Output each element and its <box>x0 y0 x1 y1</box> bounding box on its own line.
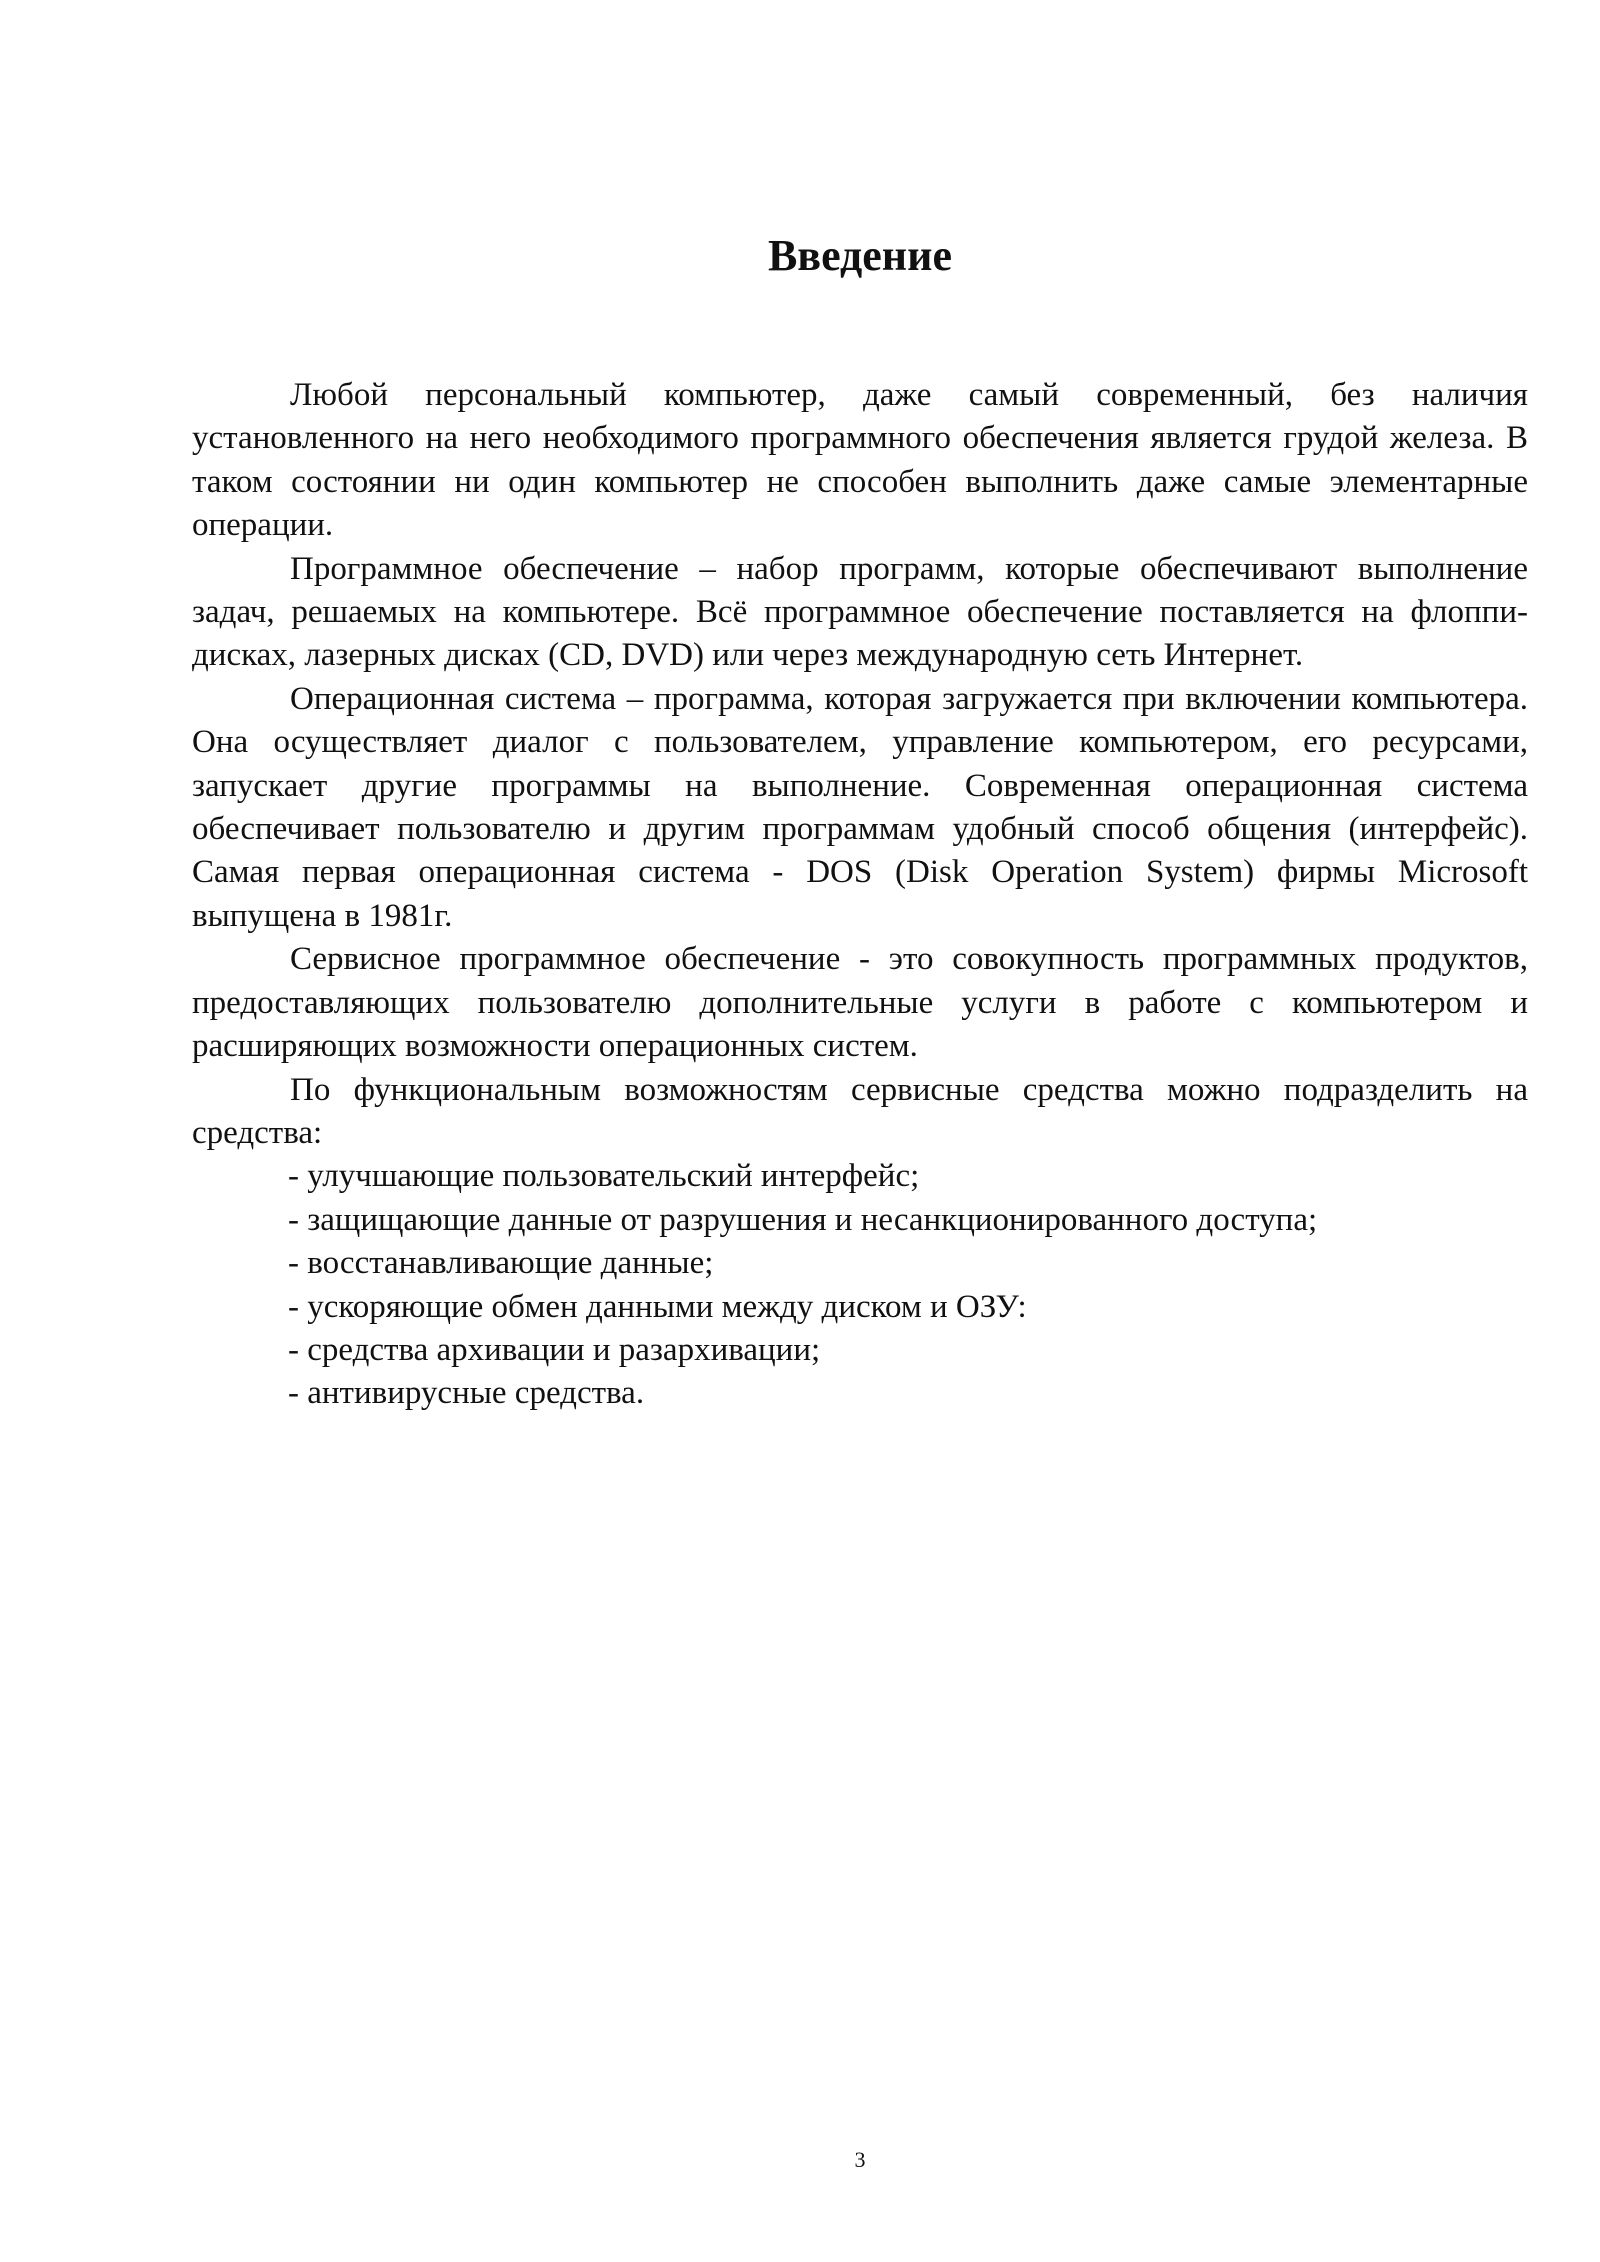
paragraph-1: Любой персональный компьютер, даже самый современный, без наличия установленного на него необходимого программного обеспечения является грудой железа. В таком состоянии ни один компьютер не способен выполнить даже самые элементарные операции. <box>192 377 1528 544</box>
paragraph-3: Операционная система – программа, которая загружается при включении компьютера. Она осуществляет диалог с пользователем, управление компьютером, его ресурсами, запускает другие программы на выполнение. Современная операционная система обеспечивает пользователю и другим программам удобный способ общения (интерфейс). Самая первая операционная система - DOS (Disk Operation System) фирмы Microsoft выпущена в 1981г. <box>192 680 1528 934</box>
service-tools-list <box>192 1155 1528 1415</box>
list-item: - средства архивации и разархивации; <box>288 1331 821 1368</box>
list-item: - ускоряющие обмен данными между диском и ОЗУ: <box>288 1288 1027 1325</box>
list-item: - антивирусные средства. <box>288 1375 645 1412</box>
paragraph-5: По функциональным возможностям сервисные средства можно подразделить на средства: <box>192 1071 1528 1151</box>
list-item: - защищающие данные от разрушения и несанкционированного доступа; <box>288 1201 1318 1238</box>
body-text <box>192 374 1528 1416</box>
list-item: - восстанавливающие данные; <box>288 1245 714 1282</box>
list-item: - улучшающие пользовательский интерфейс; <box>288 1158 920 1195</box>
page-title: Введение <box>767 231 953 280</box>
page-number: 3 <box>854 2147 866 2172</box>
paragraph-4: Сервисное программное обеспечение - это совокупность программных продуктов, предоставляющих пользователю дополнительные услуги в работе с компьютером и расширяющих возможности операционных систем. <box>192 941 1528 1065</box>
paragraph-2: Программное обеспечение – набор программ, которые обеспечивают выполнение задач, решаемых на компьютере. Всё программное обеспечение поставляется на флоппи-дисках, лазерных дисках (CD, DVD) или через международную сеть Интернет. <box>192 550 1528 674</box>
